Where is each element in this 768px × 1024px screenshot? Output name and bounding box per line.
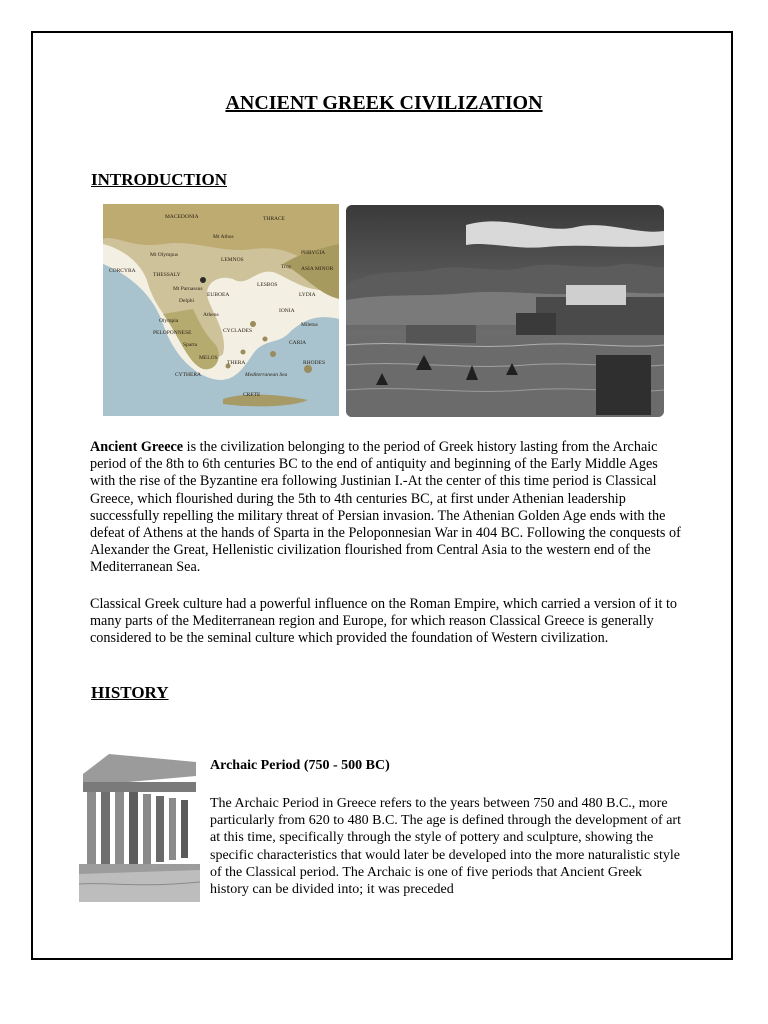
map-label: Delphi [179, 298, 194, 304]
map-label: Olympia [159, 318, 179, 324]
parthenon-photo-image [79, 724, 200, 902]
map-label: IONIA [279, 308, 295, 314]
map-label: LEMNOS [221, 257, 244, 263]
map-label: Mt Olympus [150, 252, 178, 258]
map-label: Athens [203, 312, 219, 318]
ancient-greece-map-image [103, 204, 339, 416]
map-label: CYCLADES [223, 328, 253, 334]
map-label: Troy [281, 264, 292, 270]
map-label: MELOS [199, 355, 218, 361]
map-label: CYTHERA [175, 372, 201, 378]
map-label: CRETE [243, 392, 261, 398]
archaic-period-subheading: Archaic Period (750 - 500 BC) [210, 758, 390, 773]
map-label: THRACE [263, 216, 285, 222]
map-label: MACEDONIA [165, 214, 199, 220]
map-label: Miletus [301, 322, 318, 328]
map-label: Mediterranean Sea [245, 372, 288, 378]
map-label: Sparta [183, 342, 198, 348]
ancient-greece-term: Ancient Greece [90, 439, 184, 455]
map-label: RHODES [303, 360, 326, 366]
map-label: EUBOEA [207, 292, 230, 298]
map-label: CARIA [289, 340, 307, 346]
map-label: PHRYGIA [301, 250, 326, 256]
introduction-paragraph-1-text: is the civilization belonging to the period of Greek history lasting from the Archaic period of the 8th to 6th centuries BC to the end of antiquity and beginning of the Early Middle Ages with the rise of the Byzantine era following Justinian I.-At the center of this time period is Classical Greece, which flourished during the 5th to 4th centuries BC, at first under Athenian leadership successfully repelling the military threat of Persian invasion. The Athenian Golden Age ends with the defeat of Athens at the hands of Sparta in the Peloponnesian War in 404 BC. Following the conquests of Alexander the Great, Hellenistic civilization flourished from Central Asia to the western end of the Mediterranean Sea. [90, 439, 681, 576]
map-label: LESBOS [257, 282, 278, 288]
map-label: Mt Athos [213, 234, 234, 240]
map-label: LYDIA [299, 292, 316, 298]
introduction-paragraph-1 [90, 439, 682, 577]
map-label: Mt Parnassus [173, 286, 203, 292]
map-label: PELOPONNESE [153, 330, 192, 336]
map-label: ASIA MINOR [301, 266, 334, 272]
introduction-paragraph-2: Classical Greek culture had a powerful influence on the Roman Empire, which carried a version of it to many parts of the Mediterranean region and Europe, for which reason Classical Greece is generally considered to be the seminal culture which provided the foundation of Western civilization. [90, 596, 678, 647]
archaic-period-paragraph: The Archaic Period in Greece refers to the years between 750 and 480 B.C., more particularly from 620 to 480 B.C. The age is defined through the development of art at this time, specifically through the style of pottery and sculpture, showing the specific characteristics that would later be developed into the more naturalistic style of the Classical period. The Archaic is one of five periods that Ancient Greek history can be divided into; it was preceded [210, 796, 681, 898]
map-label: THERA [227, 360, 246, 366]
map-label: THESSALY [153, 272, 181, 278]
ancient-city-engraving-image [346, 205, 664, 417]
history-heading: HISTORY [91, 683, 169, 702]
introduction-heading: INTRODUCTION [91, 170, 228, 189]
document-title: ANCIENT GREEK CIVILIZATION [225, 92, 543, 114]
map-label: CORCYRA [109, 268, 136, 274]
